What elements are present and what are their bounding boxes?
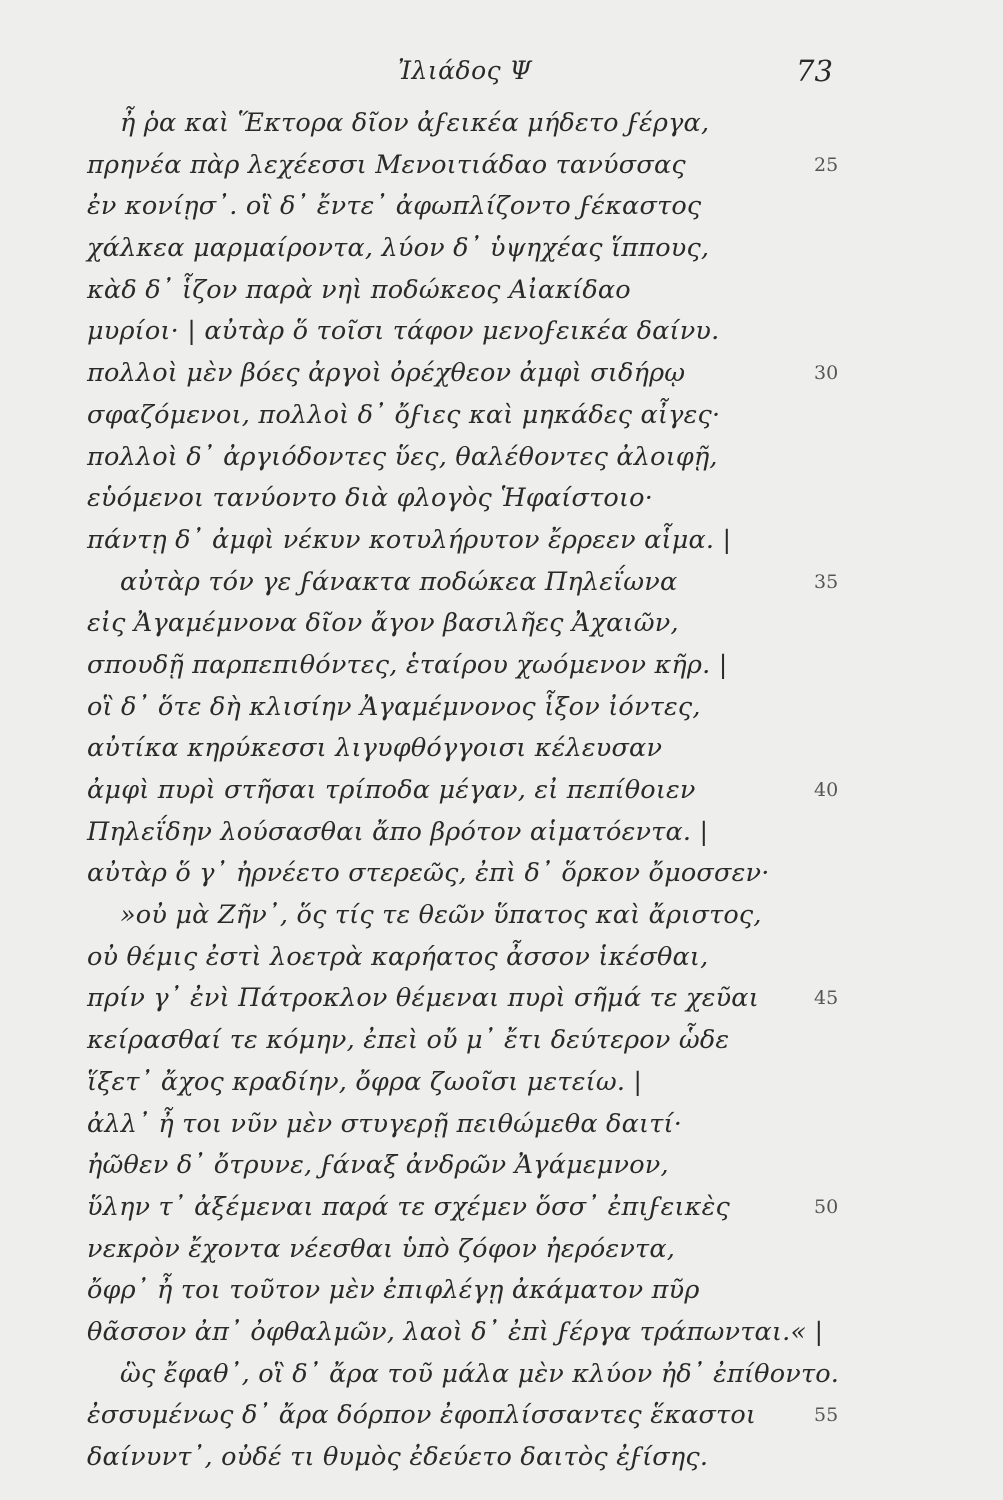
verse-line (0, 1020, 1003, 1062)
verse-line (0, 1395, 1003, 1437)
verse-line-text: σφαζόμενοι, πολλοὶ δ᾽ ὄϝιες καὶ μηκάδες αἶγες· (87, 399, 721, 430)
verse-line-text: αὐτὰρ ὅ γ᾽ ἠρνέετο στερεῶς, ἐπὶ δ᾽ ὅρκον ὄμοσσεν· (87, 858, 770, 889)
line-number: 25 (814, 153, 839, 176)
verse-line-text: οἳ δ᾽ ὅτε δὴ κλισίην Ἀγαμέμνονος ἷξον ἰόντες, (87, 691, 701, 722)
verse-line (0, 1229, 1003, 1271)
verse-line-text: κὰδ δ᾽ ἷζον παρὰ νηὶ ποδώκεος Αἰακίδαο (87, 274, 631, 305)
verse-line-text: κείρασθαί τε κόμην, ἐπεὶ οὔ μ᾽ ἔτι δεύτερον ὧδε (87, 1025, 730, 1056)
verse-line (0, 520, 1003, 562)
line-number: 45 (814, 987, 839, 1010)
verse-line-text: ἐσσυμένως δ᾽ ἄρα δόρπον ἐφοπλίσσαντες ἕκαστοι (87, 1400, 757, 1431)
verse-line (0, 437, 1003, 479)
verse-text (0, 103, 1003, 1479)
verse-line-text: θᾶσσον ἀπ᾽ ὀφθαλμῶν, λαοὶ δ᾽ ἐπὶ ϝέργα τράπωνται.« | (87, 1316, 824, 1347)
verse-line-text: ἀλλ᾽ ἦ τοι νῦν μὲν στυγερῇ πειθώμεθα δαιτί· (87, 1108, 683, 1139)
verse-line (0, 687, 1003, 729)
verse-line-text: νεκρὸν ἔχοντα νέεσθαι ὑπὸ ζόφον ἠερόεντα, (87, 1233, 676, 1264)
verse-line-text: σπουδῇ παρπεπιθόντες, ἑταίρου χωόμενον κῆρ. | (87, 649, 728, 680)
verse-line (0, 770, 1003, 812)
verse-line (0, 103, 1003, 145)
verse-line-text: πρίν γ᾽ ἐνὶ Πάτροκλον θέμεναι πυρὶ σῆμά τε χεῦαι (87, 983, 759, 1014)
verse-line (0, 228, 1003, 270)
page-number: 73 (796, 54, 833, 88)
line-number: 30 (814, 362, 839, 385)
verse-line-text: ὣς ἔφαθ᾽, οἳ δ᾽ ἄρα τοῦ μάλα μὲν κλύον ἠδ᾽ ἐπίθοντο. (120, 1358, 840, 1389)
verse-line (0, 978, 1003, 1020)
verse-line-text: »οὐ μὰ Ζῆν᾽, ὅς τίς τε θεῶν ὕπατος καὶ ἄριστος, (120, 900, 762, 931)
verse-line (0, 645, 1003, 687)
verse-line-text: μυρίοι· | αὐτὰρ ὅ τοῖσι τάφον μενοϝεικέα δαίνυ. (87, 316, 720, 347)
verse-line (0, 812, 1003, 854)
line-number: 50 (814, 1195, 839, 1218)
verse-line (0, 1354, 1003, 1396)
verse-line (0, 311, 1003, 353)
verse-line (0, 1312, 1003, 1354)
verse-line (0, 562, 1003, 604)
verse-line (0, 853, 1003, 895)
verse-line-text: πρηνέα πὰρ λεχέεσσι Μενοιτιάδαο τανύσσας (87, 149, 686, 180)
running-title: Ἰλιάδος Ψ (398, 56, 533, 85)
verse-line (0, 1270, 1003, 1312)
line-number: 55 (814, 1404, 839, 1427)
verse-line-text: αὐτὰρ τόν γε ϝάνακτα ποδώκεα Πηλεΐωνα (120, 566, 678, 597)
verse-line-text: ὄφρ᾽ ἦ τοι τοῦτον μὲν ἐπιφλέγῃ ἀκάματον πῦρ (87, 1275, 700, 1306)
verse-line-text: οὐ θέμις ἐστὶ λοετρὰ καρήατος ἆσσον ἱκέσθαι, (87, 941, 709, 972)
line-number: 40 (814, 779, 839, 801)
verse-line-text: ἦ ῥα καὶ Ἕκτορα δῖον ἀϝεικέα μήδετο ϝέργα, (120, 108, 710, 138)
verse-line-text: χάλκεα μαρμαίροντα, λύον δ᾽ ὑψηχέας ἵππους, (87, 233, 710, 264)
verse-line-text: πολλοὶ δ᾽ ἀργιόδοντες ὕες, θαλέθοντες ἀλοιφῇ, (87, 441, 718, 472)
verse-line-text: Πηλεΐδην λούσασθαι ἄπο βρότον αἱματόεντα. | (87, 816, 709, 847)
verse-line (0, 186, 1003, 228)
verse-line (0, 1104, 1003, 1146)
verse-line-text: ἐν κονίῃσ᾽. οἳ δ᾽ ἔντε᾽ ἀφωπλίζοντο ϝέκαστος (87, 191, 702, 222)
verse-line (0, 145, 1003, 187)
verse-line (0, 895, 1003, 937)
verse-line (0, 1145, 1003, 1187)
verse-line-text: εἰς Ἀγαμέμνονα δῖον ἄγον βασιλῆες Ἀχαιῶν, (87, 608, 679, 639)
verse-line-text: ἠῶθεν δ᾽ ὄτρυνε, ϝάναξ ἀνδρῶν Ἀγάμεμνον, (87, 1150, 669, 1181)
verse-line-text: ἀμφὶ πυρὶ στῆσαι τρίποδα μέγαν, εἰ πεπίθοιεν (87, 775, 696, 805)
verse-line (0, 478, 1003, 520)
verse-line-text: εὑόμενοι τανύοντο διὰ φλογὸς Ἡφαίστοιο· (87, 483, 654, 514)
verse-line-text: πολλοὶ μὲν βόες ἀργοὶ ὀρέχθεον ἀμφὶ σιδήρῳ (87, 358, 686, 389)
verse-line (0, 603, 1003, 645)
verse-line-text: ἵξετ᾽ ἄχος κραδίην, ὄφρα ζωοῖσι μετείω. | (87, 1066, 643, 1097)
verse-line (0, 395, 1003, 437)
verse-line (0, 353, 1003, 395)
verse-line (0, 1062, 1003, 1104)
verse-line (0, 937, 1003, 979)
verse-line-text: ὕλην τ᾽ ἀξέμεναι παρά τε σχέμεν ὅσσ᾽ ἐπιϝεικὲς (87, 1191, 730, 1222)
verse-line-text: δαίνυντ᾽, οὐδέ τι θυμὸς ἐδεύετο δαιτὸς ἐϝίσης. (87, 1442, 709, 1472)
verse-line (0, 728, 1003, 770)
verse-line-text: αὐτίκα κηρύκεσσι λιγυφθόγγοισι κέλευσαν (87, 733, 663, 764)
line-number: 35 (814, 570, 839, 593)
verse-line (0, 270, 1003, 312)
verse-line-text: πάντῃ δ᾽ ἀμφὶ νέκυν κοτυλήρυτον ἔρρεεν αἷμα. | (87, 524, 732, 555)
verse-line (0, 1437, 1003, 1479)
verse-line (0, 1187, 1003, 1229)
